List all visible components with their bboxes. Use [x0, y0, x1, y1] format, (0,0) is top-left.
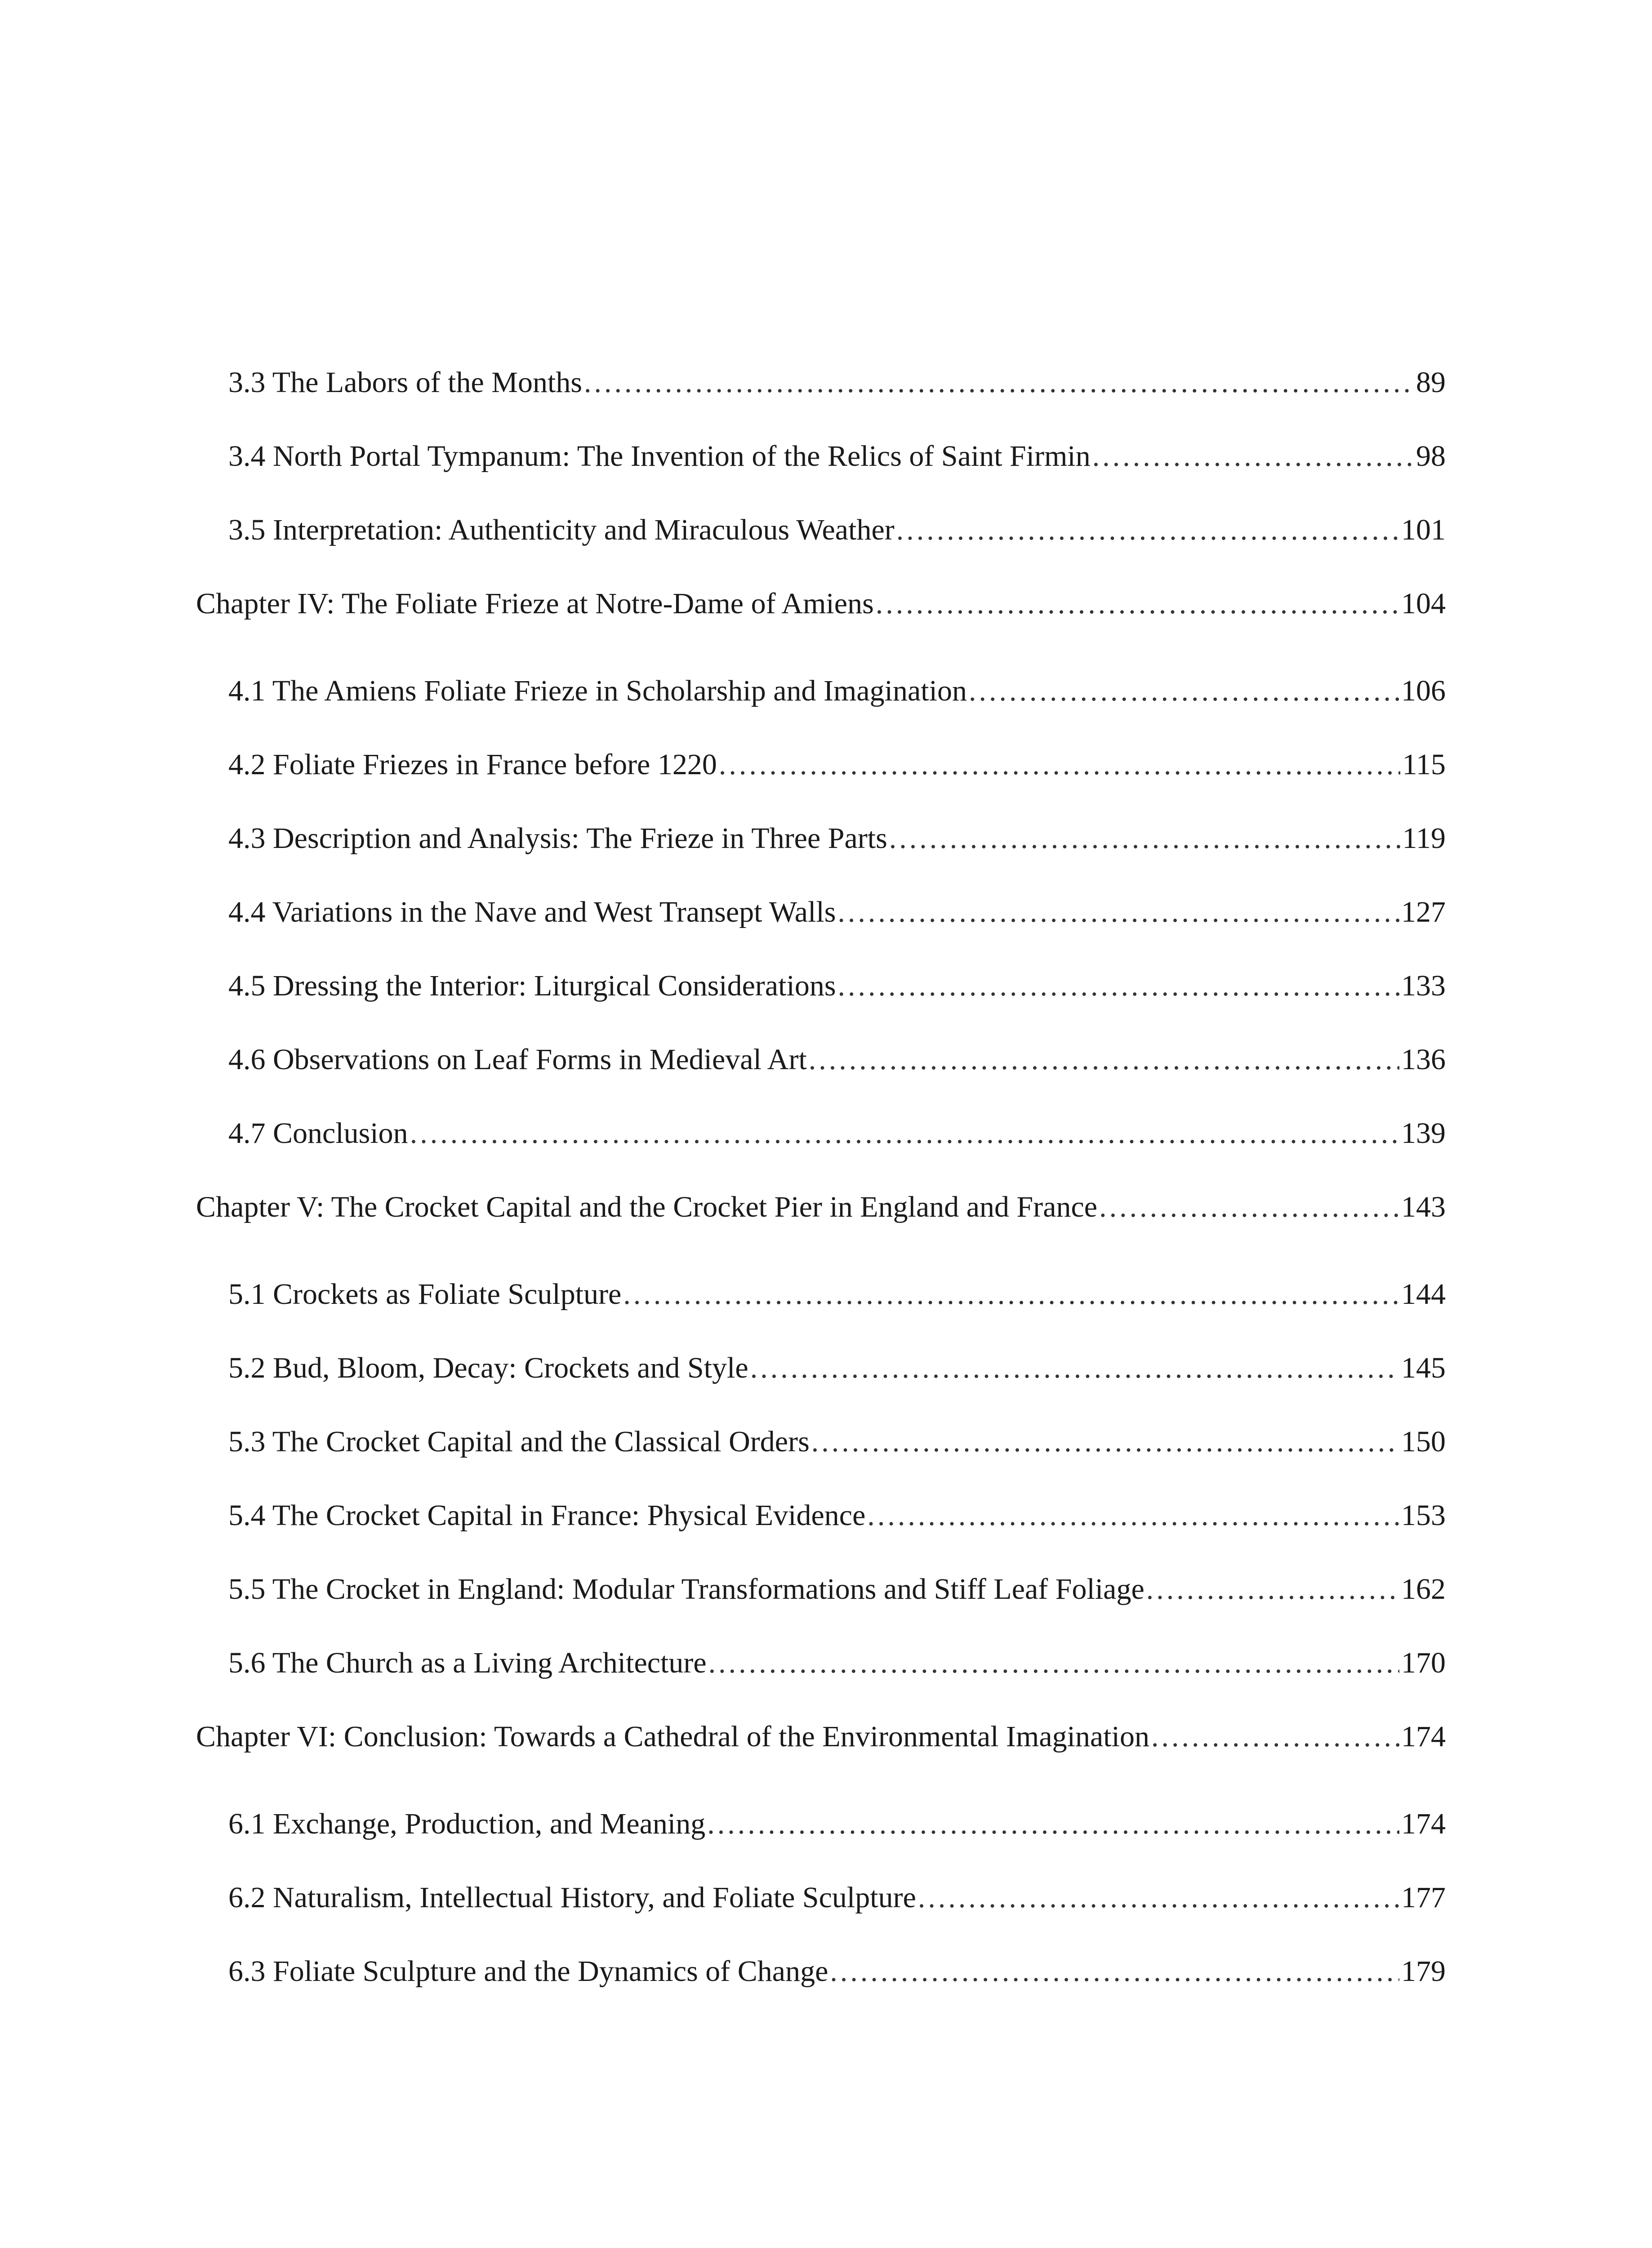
toc-entry-title: 5.4 The Crocket Capital in France: Physical Evidence — [228, 1499, 866, 1532]
toc-entry[interactable] — [196, 1280, 1446, 1353]
dot-leader — [830, 1957, 1399, 1986]
toc-chapter-entry[interactable] — [196, 1192, 1446, 1280]
toc-entry-page-number: 136 — [1401, 1043, 1446, 1076]
toc-entry[interactable] — [196, 1501, 1446, 1574]
toc-entry[interactable] — [196, 750, 1446, 824]
toc-entry-title: 6.2 Naturalism, Intellectual History, and Foliate Sculpture — [228, 1881, 916, 1914]
dot-leader — [867, 1501, 1399, 1530]
dot-leader — [811, 1427, 1399, 1457]
toc-entry-title: 5.5 The Crocket in England: Modular Transformations and Stiff Leaf Foliage — [228, 1573, 1144, 1606]
toc-entry[interactable] — [196, 1809, 1446, 1883]
dot-leader — [584, 368, 1414, 397]
dot-leader — [889, 824, 1401, 853]
toc-entry-page-number: 150 — [1401, 1425, 1446, 1458]
toc-entry-title: 4.2 Foliate Friezes in France before 1220 — [228, 748, 717, 781]
toc-entry-page-number: 174 — [1401, 1807, 1446, 1840]
toc-entry[interactable] — [196, 676, 1446, 750]
toc-entry[interactable] — [196, 368, 1446, 442]
toc-entry-page-number: 143 — [1401, 1191, 1446, 1223]
toc-entry-page-number: 119 — [1402, 822, 1446, 855]
dot-leader — [1151, 1722, 1399, 1752]
dot-leader — [708, 1648, 1399, 1678]
toc-chapter-entry[interactable] — [196, 1722, 1446, 1809]
toc-entry[interactable] — [196, 1883, 1446, 1957]
dot-leader — [809, 1045, 1399, 1075]
dot-leader — [1092, 442, 1414, 471]
toc-entry-page-number: 174 — [1401, 1720, 1446, 1753]
toc-entry-page-number: 179 — [1401, 1955, 1446, 1988]
toc-entry-page-number: 153 — [1401, 1499, 1446, 1532]
toc-entry-title: 3.3 The Labors of the Months — [228, 366, 583, 399]
toc-entry-title: Chapter V: The Crocket Capital and the Crocket Pier in England and France — [196, 1191, 1098, 1223]
toc-entry-page-number: 89 — [1416, 366, 1446, 399]
toc-entry[interactable] — [196, 1119, 1446, 1192]
toc-entry-page-number: 133 — [1401, 969, 1446, 1002]
toc-entry-title: Chapter IV: The Foliate Frieze at Notre-Dame of Amiens — [196, 587, 874, 620]
toc-entry-title: 5.2 Bud, Bloom, Decay: Crockets and Style — [228, 1351, 748, 1384]
toc-entry-page-number: 139 — [1401, 1117, 1446, 1150]
toc-entry[interactable] — [196, 1957, 1446, 2030]
toc-entry-page-number: 115 — [1402, 748, 1446, 781]
toc-entry-page-number: 162 — [1401, 1573, 1446, 1606]
dot-leader — [750, 1353, 1399, 1383]
dot-leader — [410, 1119, 1399, 1148]
dot-leader — [969, 676, 1399, 706]
toc-entry-page-number: 177 — [1401, 1881, 1446, 1914]
table-of-contents — [196, 368, 1446, 2030]
toc-entry-title: 3.5 Interpretation: Authenticity and Miraculous Weather — [228, 513, 895, 546]
toc-entry-title: 4.7 Conclusion — [228, 1117, 408, 1150]
toc-entry[interactable] — [196, 1045, 1446, 1119]
toc-entry[interactable] — [196, 515, 1446, 589]
dot-leader — [1099, 1192, 1399, 1222]
dot-leader — [623, 1280, 1399, 1309]
dot-leader — [876, 589, 1399, 619]
toc-entry-page-number: 170 — [1401, 1646, 1446, 1679]
dot-leader — [918, 1883, 1399, 1913]
dot-leader — [896, 515, 1399, 545]
toc-entry-page-number: 144 — [1401, 1278, 1446, 1311]
toc-entry-title: 5.3 The Crocket Capital and the Classical Orders — [228, 1425, 810, 1458]
toc-entry-page-number: 145 — [1401, 1351, 1446, 1384]
dot-leader — [1146, 1574, 1399, 1604]
toc-entry[interactable] — [196, 1427, 1446, 1501]
toc-entry-title: Chapter VI: Conclusion: Towards a Cathedral of the Environmental Imagination — [196, 1720, 1149, 1753]
dot-leader — [838, 971, 1399, 1001]
toc-entry-title: 4.5 Dressing the Interior: Liturgical Considerations — [228, 969, 836, 1002]
toc-entry[interactable] — [196, 1648, 1446, 1722]
toc-entry[interactable] — [196, 1574, 1446, 1648]
toc-entry-title: 4.4 Variations in the Nave and West Transept Walls — [228, 896, 836, 928]
toc-entry-page-number: 101 — [1401, 513, 1446, 546]
toc-entry-page-number: 98 — [1416, 440, 1446, 473]
toc-entry-title: 6.1 Exchange, Production, and Meaning — [228, 1807, 706, 1840]
dot-leader — [719, 750, 1401, 780]
toc-entry-title: 3.4 North Portal Tympanum: The Invention of the Relics of Saint Firmin — [228, 440, 1091, 473]
toc-entry-title: 5.1 Crockets as Foliate Sculpture — [228, 1278, 622, 1311]
toc-entry-title: 4.1 The Amiens Foliate Frieze in Scholarship and Imagination — [228, 674, 967, 707]
toc-entry-title: 4.3 Description and Analysis: The Frieze in Three Parts — [228, 822, 887, 855]
dot-leader — [837, 897, 1399, 927]
toc-entry-page-number: 104 — [1401, 587, 1446, 620]
toc-entry-page-number: 106 — [1401, 674, 1446, 707]
toc-entry-page-number: 127 — [1401, 896, 1446, 928]
toc-entry[interactable] — [196, 1353, 1446, 1427]
toc-entry[interactable] — [196, 824, 1446, 897]
toc-entry-title: 4.6 Observations on Leaf Forms in Medieval Art — [228, 1043, 807, 1076]
toc-entry[interactable] — [196, 442, 1446, 515]
toc-entry-title: 6.3 Foliate Sculpture and the Dynamics of Change — [228, 1955, 828, 1988]
toc-entry-title: 5.6 The Church as a Living Architecture — [228, 1646, 707, 1679]
toc-chapter-entry[interactable] — [196, 589, 1446, 676]
toc-entry[interactable] — [196, 897, 1446, 971]
dot-leader — [707, 1809, 1399, 1839]
toc-entry[interactable] — [196, 971, 1446, 1045]
